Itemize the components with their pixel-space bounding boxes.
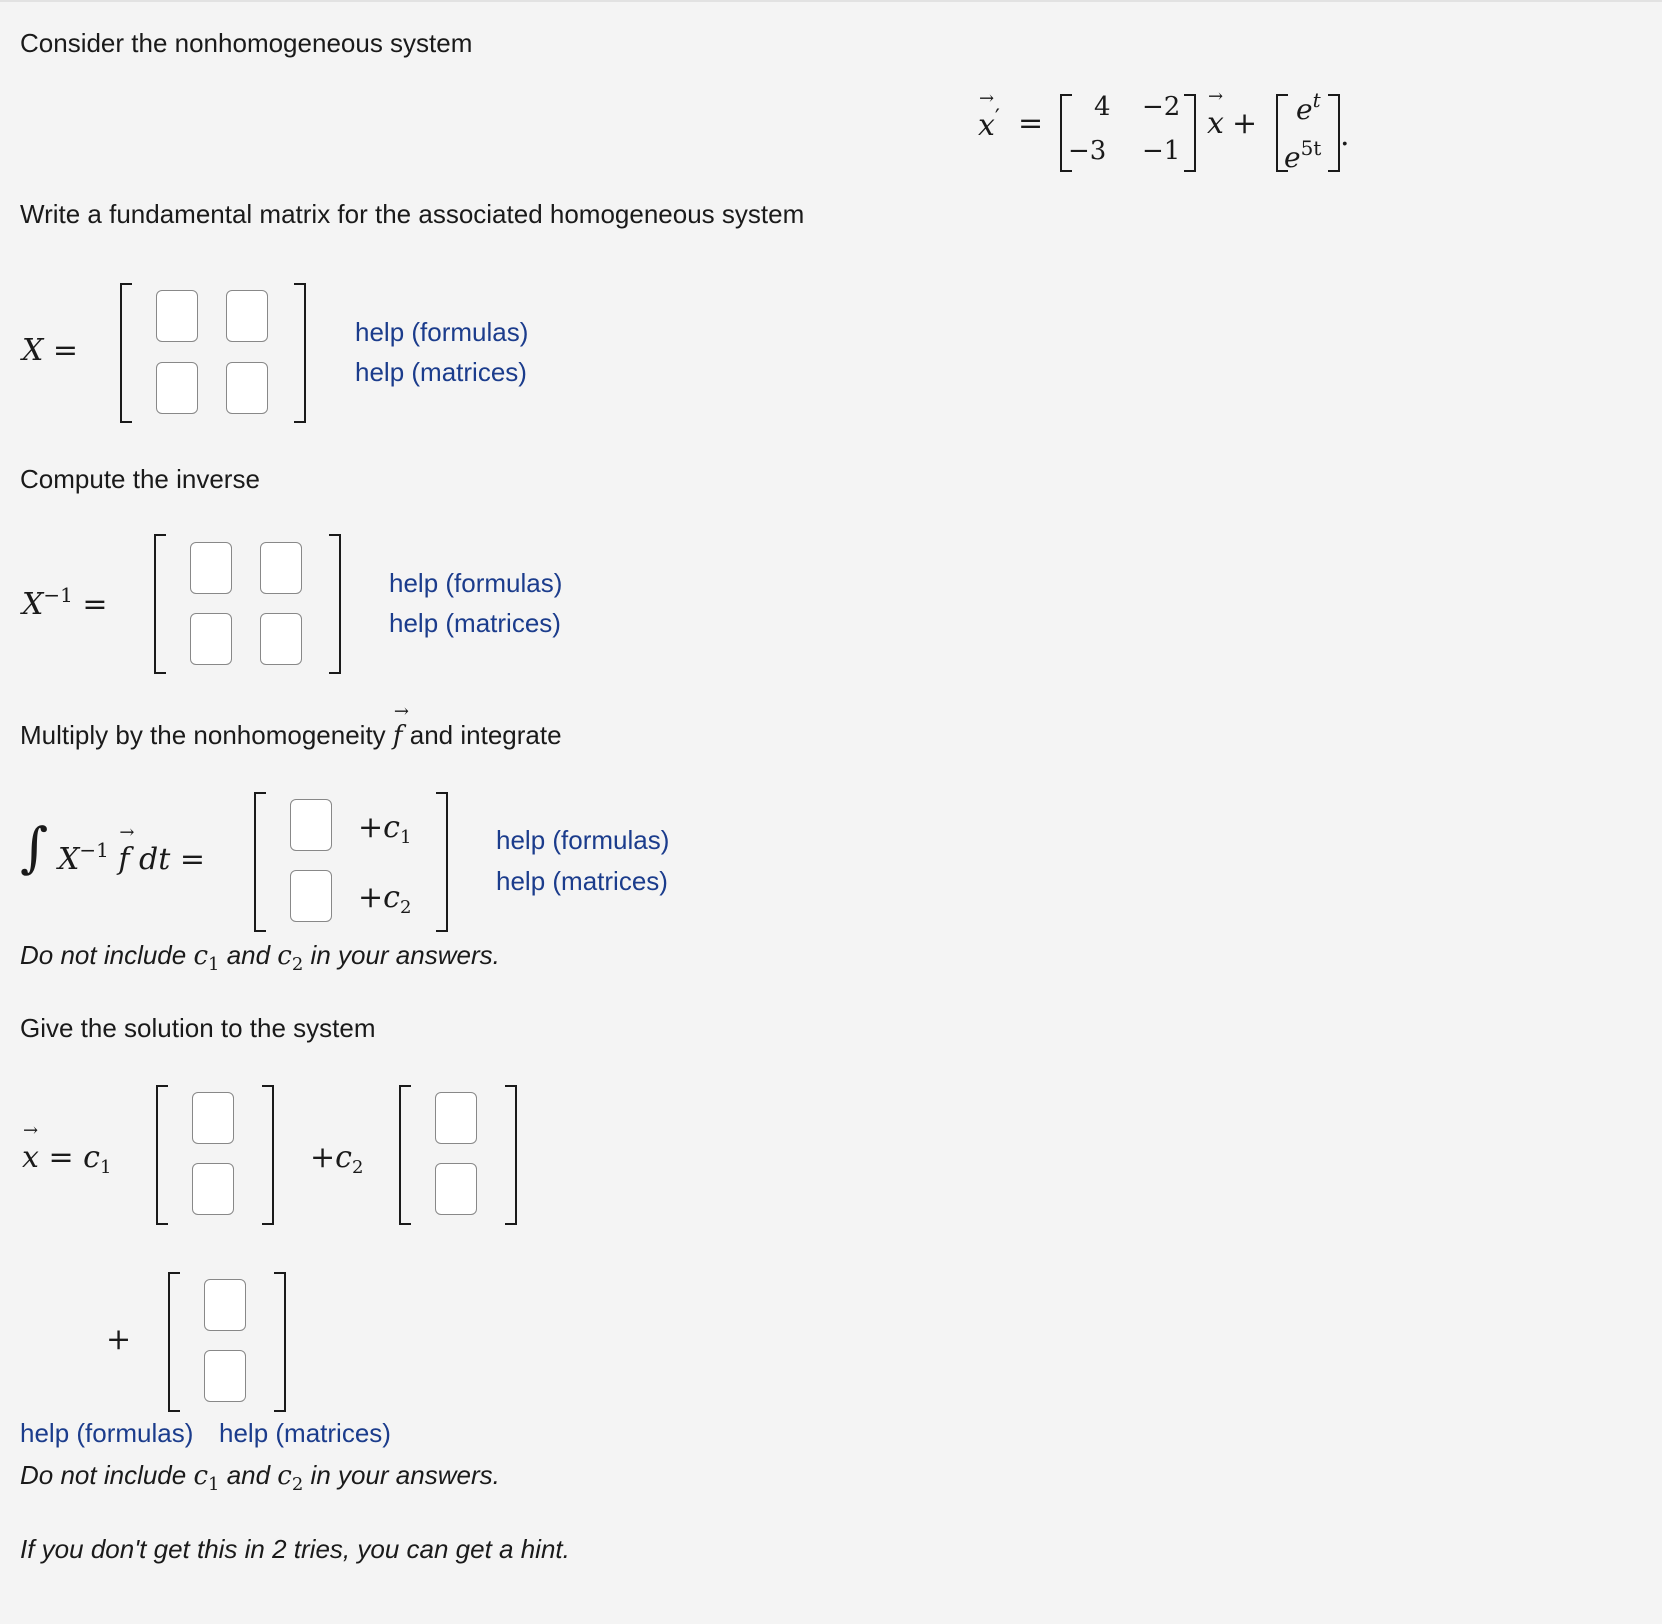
inverse-label: $X^{-1}$ = — [22, 583, 108, 622]
intro-text: Consider the nonhomogeneous system — [20, 28, 473, 58]
solution-v2-bottom-input[interactable] — [435, 1163, 477, 1215]
step4-instruction: Give the solution to the system — [20, 1013, 376, 1043]
fundamental-matrix-r2c1-input[interactable] — [156, 362, 198, 414]
step1-left-bracket — [120, 283, 132, 423]
period: . — [1340, 118, 1350, 153]
step3-left-bracket — [254, 792, 266, 932]
top-divider — [0, 0, 1662, 2]
help-matrices-link[interactable]: help (matrices) — [355, 357, 527, 387]
plus-sign: + — [1232, 106, 1258, 141]
const-c1: $+c_1$ — [358, 810, 412, 848]
f-vector-symbol: → f — [393, 721, 403, 751]
fundamental-matrix-r1c1-input[interactable] — [156, 290, 198, 342]
help-matrices-link[interactable]: help (matrices) — [219, 1418, 391, 1448]
solution-label: → $x = c_1$ — [22, 1140, 111, 1178]
forcing-bottom: $e^{5t}$ — [1284, 136, 1322, 174]
equals-sign: = — [1018, 106, 1044, 141]
integral-top-input[interactable] — [290, 799, 332, 851]
solution-v1-left-bracket — [156, 1085, 168, 1225]
solution-v2-right-bracket — [505, 1085, 517, 1225]
fundamental-matrix-r1c2-input[interactable] — [226, 290, 268, 342]
integral-expression: $X^{-1} \to f$ dt = — [58, 838, 205, 877]
help-formulas-link[interactable]: help (formulas) — [389, 568, 563, 598]
help-formulas-link[interactable]: help (formulas) — [20, 1418, 194, 1448]
x-prime-lhs: → x′ — [978, 106, 1000, 143]
step2-instruction: Compute the inverse — [20, 464, 260, 494]
particular-top-input[interactable] — [204, 1279, 246, 1331]
const-c2: $+c_2$ — [358, 880, 412, 918]
inverse-r2c1-input[interactable] — [190, 613, 232, 665]
matrix-r1c1: 4 — [1094, 92, 1111, 122]
solution-v2-top-input[interactable] — [435, 1092, 477, 1144]
step1-right-bracket — [294, 283, 306, 423]
particular-left-bracket — [168, 1272, 180, 1412]
solution-v1-bottom-input[interactable] — [192, 1163, 234, 1215]
hint-text: If you don't get this in 2 tries, you can get a hint. — [20, 1534, 570, 1564]
help-formulas-link[interactable]: help (formulas) — [496, 825, 670, 855]
inverse-r1c1-input[interactable] — [190, 542, 232, 594]
inverse-r2c2-input[interactable] — [260, 613, 302, 665]
x-vector: → x — [1207, 106, 1224, 141]
solution-v1-right-bracket — [262, 1085, 274, 1225]
step2-right-bracket — [329, 534, 341, 674]
particular-bottom-input[interactable] — [204, 1350, 246, 1402]
step3-right-bracket — [436, 792, 448, 932]
matrix-r2c1: −3 — [1068, 136, 1107, 166]
matrix-r2c2: −1 — [1142, 136, 1181, 166]
integral-bottom-input[interactable] — [290, 870, 332, 922]
step1-instruction: Write a fundamental matrix for the associated homogeneous system — [20, 199, 805, 229]
fundamental-matrix-r2c2-input[interactable] — [226, 362, 268, 414]
inverse-r1c2-input[interactable] — [260, 542, 302, 594]
step3-instruction: Multiply by the nonhomogeneity → f and integrate — [20, 720, 562, 751]
note-text: Do not include $c_1$ and $c_2$ in your answers. — [20, 1460, 500, 1495]
integral-sign: ∫ — [20, 816, 49, 879]
particular-plus: + — [106, 1322, 132, 1357]
help-formulas-link[interactable]: help (formulas) — [355, 317, 529, 347]
help-matrices-link[interactable]: help (matrices) — [389, 608, 561, 638]
note-text: Do not include $c_1$ and $c_2$ in your answers. — [20, 940, 500, 975]
particular-right-bracket — [274, 1272, 286, 1412]
step2-left-bracket — [154, 534, 166, 674]
fundamental-matrix-label: X = — [22, 333, 79, 368]
solution-v2-left-bracket — [399, 1085, 411, 1225]
forcing-right-bracket — [1328, 94, 1340, 172]
coef-matrix-right-bracket — [1184, 94, 1196, 172]
solution-c2: $+c_2$ — [310, 1140, 364, 1178]
help-matrices-link[interactable]: help (matrices) — [496, 866, 668, 896]
forcing-top: $e^t$ — [1296, 88, 1321, 126]
solution-v1-top-input[interactable] — [192, 1092, 234, 1144]
matrix-r1c2: −2 — [1142, 92, 1181, 122]
